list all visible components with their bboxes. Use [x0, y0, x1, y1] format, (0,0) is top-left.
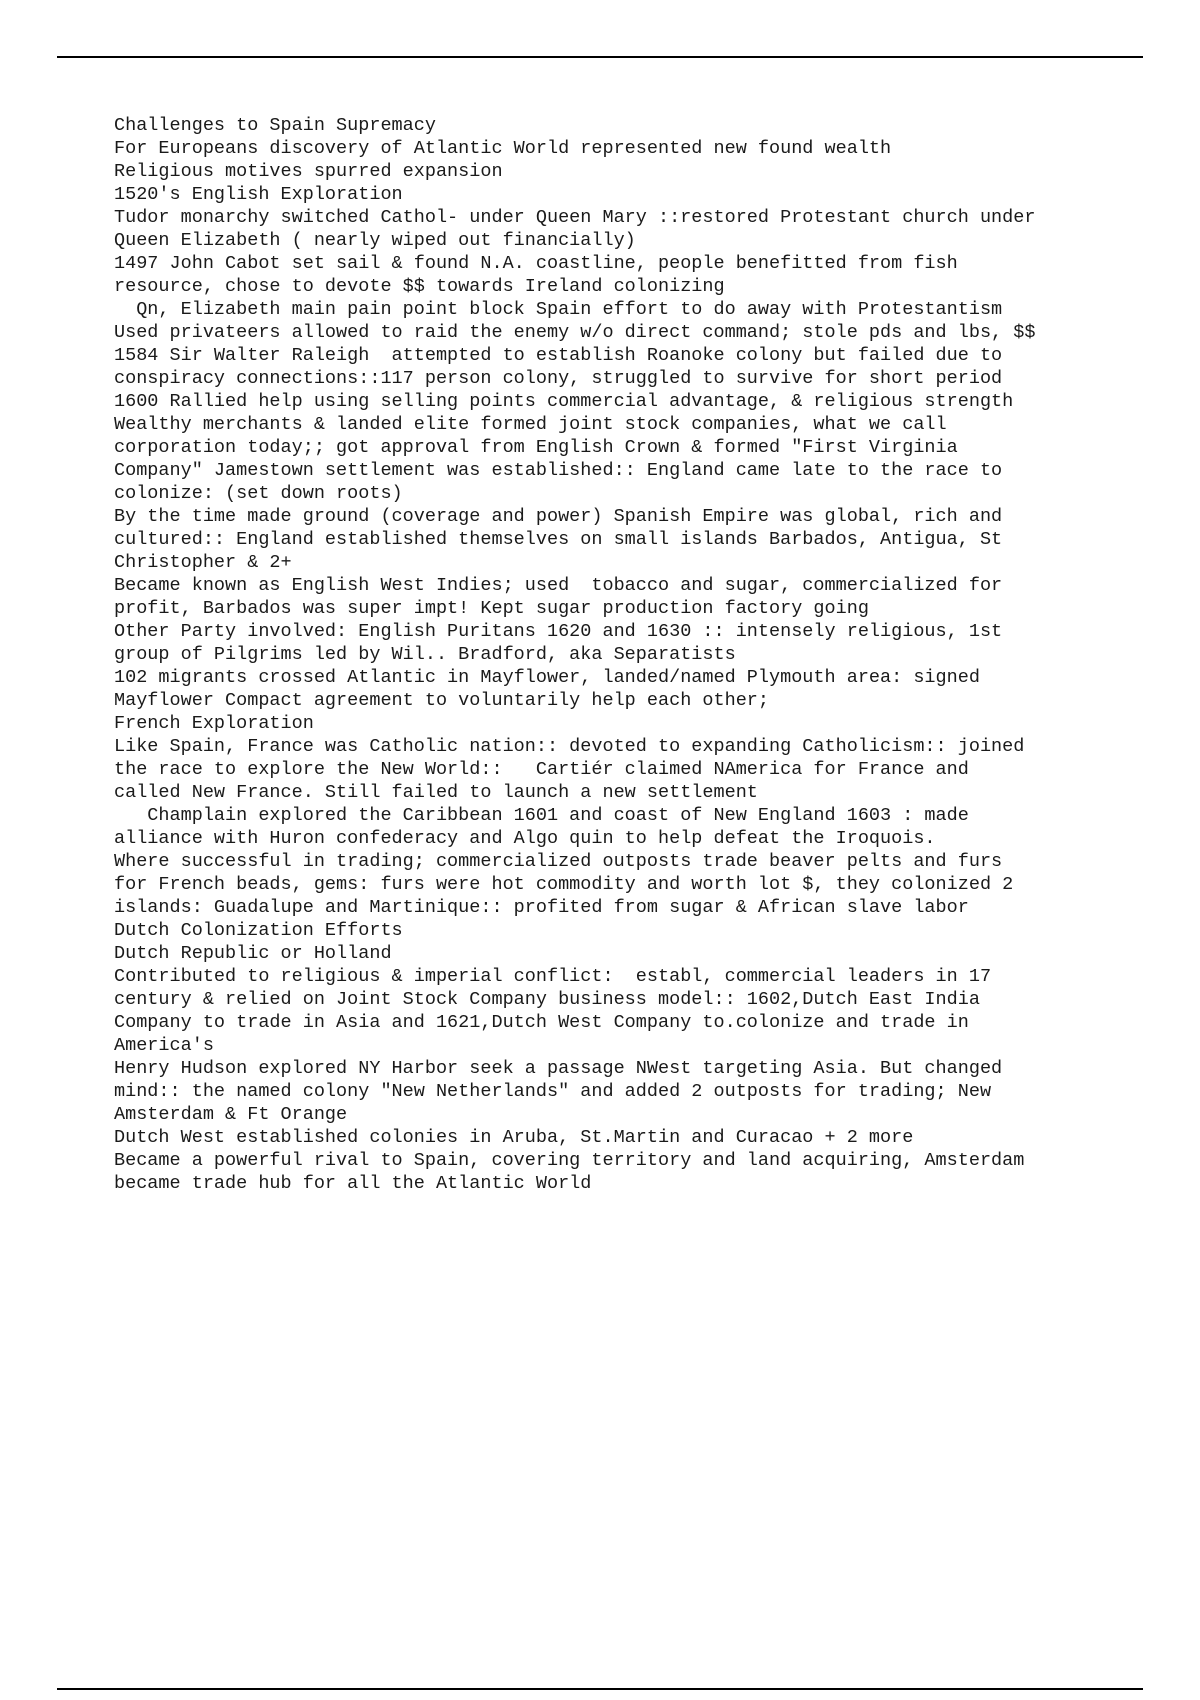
- text-line: Queen Elizabeth ( nearly wiped out financially): [114, 230, 636, 251]
- text-line: Challenges to Spain Supremacy: [114, 115, 436, 136]
- text-line: became trade hub for all the Atlantic World: [114, 1173, 592, 1194]
- text-line: America's: [114, 1035, 214, 1056]
- text-line: colonize: (set down roots): [114, 483, 403, 504]
- text-line: Like Spain, France was Catholic nation:: devoted to expanding Catholicism:: joined: [114, 736, 1025, 757]
- text-line: for French beads, gems: furs were hot commodity and worth lot $, they colonized 2: [114, 874, 1014, 895]
- text-line: By the time made ground (coverage and power) Spanish Empire was global, rich and: [114, 506, 1003, 527]
- text-line: Contributed to religious & imperial conflict: establ, commercial leaders in 17: [114, 966, 992, 987]
- text-line: Mayflower Compact agreement to voluntarily help each other;: [114, 690, 770, 711]
- text-line: Used privateers allowed to raid the enemy w/o direct command; stole pds and lbs, $$: [114, 322, 1036, 343]
- text-line: islands: Guadalupe and Martinique:: profited from sugar & African slave labor: [114, 897, 969, 918]
- text-line: Christopher & 2+: [114, 552, 292, 573]
- text-line: Henry Hudson explored NY Harbor seek a passage NWest targeting Asia. But changed: [114, 1058, 1003, 1079]
- text-line: alliance with Huron confederacy and Algo quin to help defeat the Iroquois.: [114, 828, 936, 849]
- text-line: Company" Jamestown settlement was established:: England came late to the race to: [114, 460, 1003, 481]
- notes-text: [114, 114, 1134, 1195]
- text-line: Wealthy merchants & landed elite formed joint stock companies, what we call: [114, 414, 947, 435]
- header-rule: [57, 56, 1143, 58]
- text-line: the race to explore the New World:: Cartiér claimed NAmerica for France and: [114, 759, 969, 780]
- text-line: Company to trade in Asia and 1621,Dutch West Company to.colonize and trade in: [114, 1012, 969, 1033]
- text-line: Became known as English West Indies; used tobacco and sugar, commercialized for: [114, 575, 1003, 596]
- text-line: French Exploration: [114, 713, 314, 734]
- text-line: resource, chose to devote $$ towards Ireland colonizing: [114, 276, 725, 297]
- text-line: Other Party involved: English Puritans 1620 and 1630 :: intensely religious, 1st: [114, 621, 1003, 642]
- text-line: 1497 John Cabot set sail & found N.A. coastline, people benefitted from fish: [114, 253, 958, 274]
- text-line: Religious motives spurred expansion: [114, 161, 503, 182]
- text-line: Champlain explored the Caribbean 1601 and coast of New England 1603 : made: [114, 805, 969, 826]
- text-line: Tudor monarchy switched Cathol- under Queen Mary ::restored Protestant church under: [114, 207, 1036, 228]
- text-line: mind:: the named colony "New Netherlands" and added 2 outposts for trading; New: [114, 1081, 992, 1102]
- text-line: group of Pilgrims led by Wil.. Bradford, aka Separatists: [114, 644, 736, 665]
- text-line: profit, Barbados was super impt! Kept sugar production factory going: [114, 598, 869, 619]
- text-line: conspiracy connections::117 person colony, struggled to survive for short period: [114, 368, 1003, 389]
- text-line: Qn, Elizabeth main pain point block Spain effort to do away with Protestantism: [114, 299, 1003, 320]
- text-line: For Europeans discovery of Atlantic World represented new found wealth: [114, 138, 892, 159]
- text-line: 102 migrants crossed Atlantic in Mayflower, landed/named Plymouth area: signed: [114, 667, 980, 688]
- text-line: Became a powerful rival to Spain, covering territory and land acquiring, Amsterdam: [114, 1150, 1025, 1171]
- text-line: Dutch Republic or Holland: [114, 943, 392, 964]
- text-line: 1584 Sir Walter Raleigh attempted to establish Roanoke colony but failed due to: [114, 345, 1003, 366]
- text-line: Dutch West established colonies in Aruba, St.Martin and Curacao + 2 more: [114, 1127, 914, 1148]
- text-line: cultured:: England established themselves on small islands Barbados, Antigua, St: [114, 529, 1003, 550]
- text-line: century & relied on Joint Stock Company business model:: 1602,Dutch East India: [114, 989, 980, 1010]
- text-line: Where successful in trading; commercialized outposts trade beaver pelts and furs: [114, 851, 1003, 872]
- footer-rule: [57, 1688, 1143, 1690]
- text-line: corporation today;; got approval from English Crown & formed "First Virginia: [114, 437, 958, 458]
- text-line: 1520's English Exploration: [114, 184, 403, 205]
- text-line: called New France. Still failed to launch a new settlement: [114, 782, 758, 803]
- text-line: 1600 Rallied help using selling points commercial advantage, & religious strength: [114, 391, 1014, 412]
- text-line: Amsterdam & Ft Orange: [114, 1104, 348, 1125]
- text-line: Dutch Colonization Efforts: [114, 920, 403, 941]
